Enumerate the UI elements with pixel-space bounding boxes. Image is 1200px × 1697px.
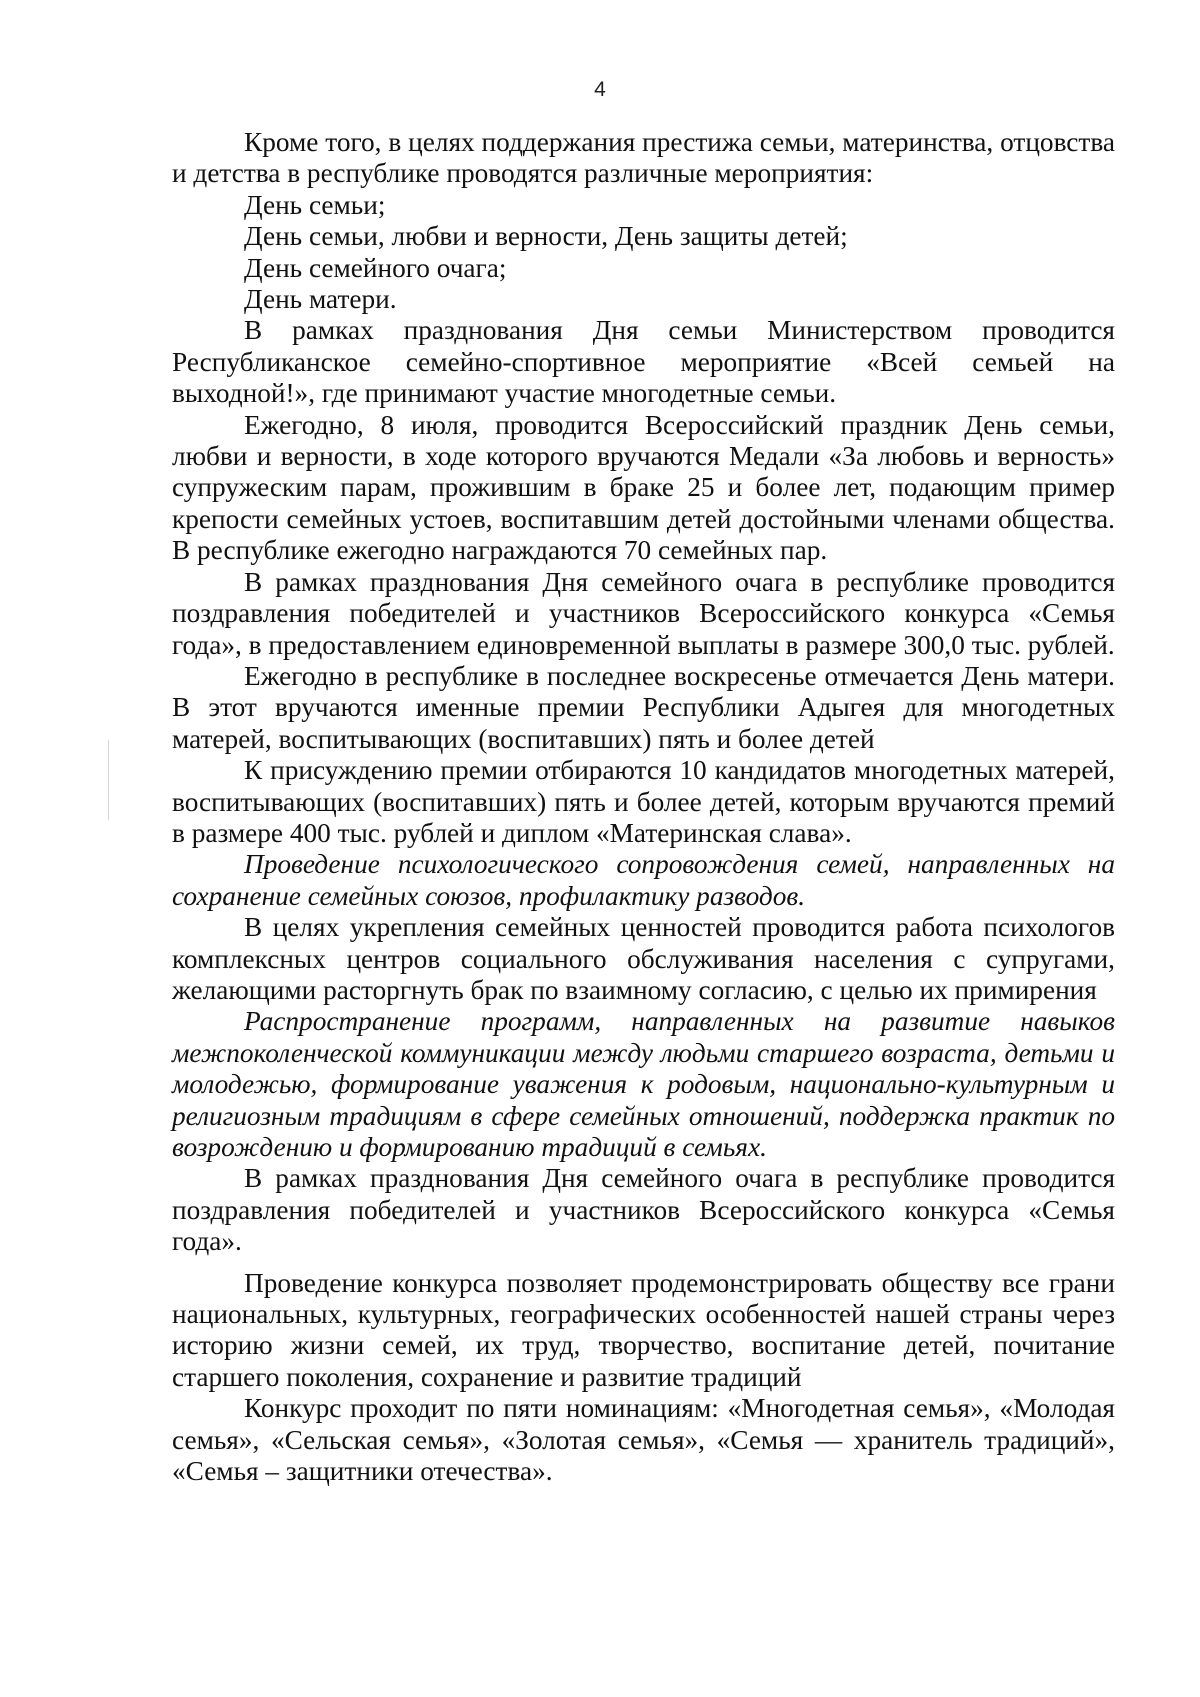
paragraph-hearth-day-contest: В рамках празднования Дня семейного очага в республике проводится поздравления победителей и участников Всероссийского конкурса «Семья года», в предоставлением единовременной выплаты в размере 300,0 тыс. рублей. (172, 566, 1115, 660)
paragraph-award-candidates: К присуждению премии отбираются 10 кандидатов многодетных матерей, воспитывающих (воспитавших) пять и более детей, которым вручаются премий в размере 400 тыс. рублей и диплом «Материнская слава». (172, 755, 1115, 848)
list-item-hearth-day: День семейного очага; (244, 252, 507, 283)
paragraph-contest-purpose: Проведение конкурса позволяет продемонстрировать обществу все грани национальных, культурных, географических особенностей нашей страны через историю жизни семей, их труд, творчество, воспитание детей, почитание старшего поколения, сохранение и развитие традиций (172, 1267, 1115, 1392)
list-item-mother-day: День матери. (244, 284, 397, 315)
paragraph-july-8-holiday: Ежегодно, 8 июля, проводится Всероссийский праздник День семьи, любви и верности, в ходе которого вручаются Медали «За любовь и верность» супружеским парам, прожившим в браке 25 и более лет, подающим пример крепости семейных устоев, воспитавшим детей достойными членами общества. В республике ежегодно награждаются 70 семейных пар. (172, 409, 1115, 566)
heading-intergenerational-programs: Распространение программ, направленных на развитие навыков межпоколенческой коммуникации между людьми старшего возраста, детьми и молодежью, формирование уважения к родовым, национально-культурным и религиозным традициям в сфере семейных отношений, поддержка практик по возрождению и формированию традиций в семьях. (172, 1006, 1115, 1162)
list-item-love-fidelity-day: День семьи, любви и верности, День защиты детей; (244, 221, 848, 252)
paragraph-hearth-day-repeat: В рамках празднования Дня семейного очага в республике проводится поздравления победителей и участников Всероссийского конкурса «Семья года». (172, 1163, 1115, 1257)
paragraph-sports-event: В рамках празднования Дня семьи Министерством проводится Республиканское семейно-спортивное мероприятие «Всей семьей на выходной!», где принимают участие многодетные семьи. (172, 315, 1115, 409)
paragraph-contest-nominations: Конкурс проходит по пяти номинациям: «Многодетная семья», «Молодая семья», «Сельская семья», «Золотая семья», «Семья — хранитель традиций», «Семья – защитники отечества». (172, 1393, 1115, 1487)
document-body (172, 127, 1115, 1487)
paragraph-psychologists-work: В целях укрепления семейных ценностей проводится работа психологов комплексных центров социального обслуживания населения с супругами, желающими расторгнуть брак по взаимному согласию, с целью их примирения (172, 912, 1115, 1005)
paragraph-mother-day-awards: Ежегодно в республике в последнее воскресенье отмечается День матери. В этот вручаются именные премии Республики Адыгея для многодетных матерей, воспитывающих (воспитавших) пять и более детей (172, 660, 1115, 754)
list-item-family-day: День семьи; (244, 189, 386, 220)
paragraph-measures-intro: Кроме того, в целях поддержания престижа семьи, материнства, отцовства и детства в республике проводятся различные мероприятия: (172, 127, 1115, 189)
heading-psychological-support: Проведение психологического сопровождения семей, направленных на сохранение семейных союзов, профилактику разводов. (172, 849, 1115, 911)
scan-margin-mark (108, 740, 109, 820)
page-number: 4 (594, 78, 606, 101)
